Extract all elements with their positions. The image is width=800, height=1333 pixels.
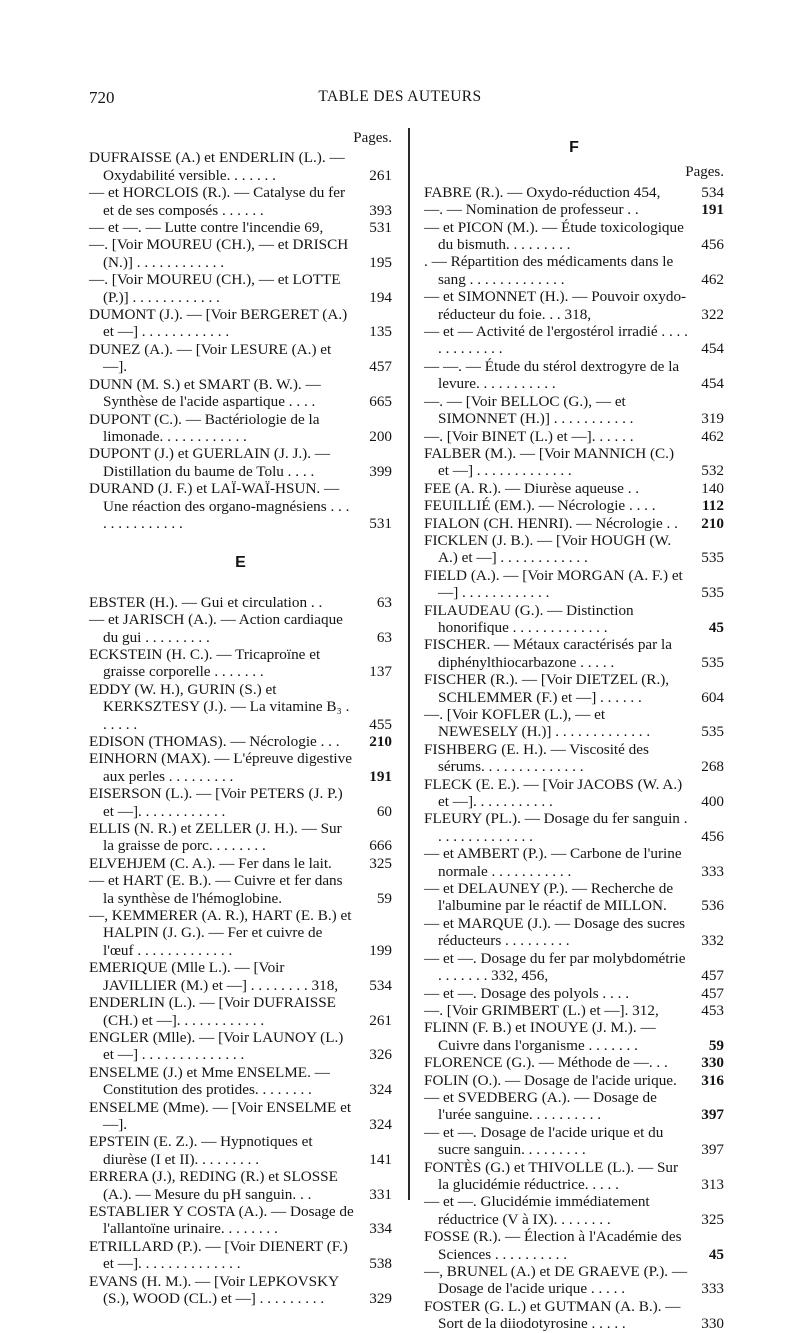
pages-label: Pages. <box>685 164 724 181</box>
entry-text: ENSELME (Mme). — [Voir ENSELME et —]. <box>89 1098 352 1133</box>
entry-page: 59 <box>376 889 392 907</box>
entry-text: ELVEHJEM (C. A.). — Fer dans le lait. <box>89 854 332 872</box>
index-entry <box>89 1133 392 1168</box>
entry-text: —. — Nomination de professeur . . <box>424 201 639 219</box>
entry-page: 534 <box>701 183 724 201</box>
entry-text: DURAND (J. F.) et LAÏ-WAÏ-HSUN. — Une réaction des organo-magnésiens . . . . . . . . . . . . . . <box>89 480 350 532</box>
entry-page: 666 <box>369 837 392 855</box>
entry-page: 195 <box>369 253 392 271</box>
index-entry <box>424 253 724 288</box>
entry-text: FLORENCE (G.). — Méthode de —. . . <box>424 1054 668 1072</box>
entry-text: —, BRUNEL (A.) et DE GRAEVE (P.). — Dosage de l'acide urique . . . . . <box>424 1263 688 1298</box>
index-entry <box>424 776 724 811</box>
index-entry <box>424 1019 724 1054</box>
section-heading-e: E <box>235 554 246 572</box>
index-entry <box>89 236 392 271</box>
entry-page: 210 <box>701 514 724 532</box>
entry-page: 137 <box>369 663 392 681</box>
entry-page: 210 <box>369 733 392 750</box>
entry-text: FOSTER (G. L.) et GUTMAN (A. B.). — Sort de la diiodotyrosine . . . . . <box>424 1297 681 1333</box>
index-entry <box>424 497 724 514</box>
entry-text: EBSTER (H.). — Gui et circulation . . <box>89 593 323 611</box>
entry-text: ELLIS (N. R.) et ZELLER (J. H.). — Sur la graisse de porc. . . . . . . . <box>89 820 342 855</box>
index-entry <box>89 1168 392 1203</box>
index-entry <box>89 1029 392 1064</box>
index-entry <box>424 1298 724 1333</box>
entry-page: 393 <box>369 201 392 219</box>
entry-text: — et SIMONNET (H.). — Pouvoir oxydo-réducteur du foie. . . 318, <box>424 288 687 323</box>
entry-text: FEUILLIÉ (EM.). — Nécrologie . . . . <box>424 497 656 515</box>
entry-page: 332 <box>701 932 724 950</box>
entry-text: FOSSE (R.). — Élection à l'Académie des Sciences . . . . . . . . . . <box>424 1228 682 1263</box>
entry-page: 330 <box>701 1054 724 1072</box>
entry-text: —. — [Voir BELLOC (G.), — et SIMONNET (H.)] . . . . . . . . . . . <box>424 392 634 428</box>
index-entry <box>89 149 392 184</box>
index-entry <box>89 959 392 994</box>
index-entry <box>89 1203 392 1238</box>
index-entry <box>89 184 392 219</box>
entry-text: FLECK (E. E.). — [Voir JACOBS (W. A.) et —]. . . . . . . . . . . <box>424 775 683 811</box>
entry-page: 532 <box>701 462 724 480</box>
entry-page: 462 <box>701 270 724 288</box>
entry-text: DUNN (M. S.) et SMART (B. W.). — Synthèse de l'acide aspartique . . . . <box>89 375 321 411</box>
index-entry <box>424 1159 724 1194</box>
right-column <box>424 135 724 1333</box>
index-entry <box>424 950 724 985</box>
entry-text: ENDERLIN (L.). — [Voir DUFRAISSE (CH.) et —]. . . . . . . . . . . . <box>89 994 336 1029</box>
entry-text: DUPONT (J.) et GUERLAIN (J. J.). — Distillation du baume de Tolu . . . . <box>89 445 331 480</box>
index-entry <box>424 480 724 497</box>
entry-page: 334 <box>369 1220 392 1238</box>
entry-text: FISCHER (R.). — [Voir DIETZEL (R.), SCHLEMMER (F.) et —] . . . . . . <box>424 671 670 706</box>
index-entry <box>89 1099 392 1134</box>
entry-text: DUMONT (J.). — [Voir BERGERET (A.) et —] . . . . . . . . . . . . <box>89 306 348 341</box>
index-entry <box>424 219 724 254</box>
index-entry <box>89 611 392 646</box>
entry-page: 535 <box>701 723 724 741</box>
entry-text: — et MARQUE (J.). — Dosage des sucres réducteurs . . . . . . . . . <box>424 914 686 950</box>
index-entry <box>424 1228 724 1263</box>
entry-text: EINHORN (MAX). — L'épreuve digestive aux perles . . . . . . . . . <box>89 750 352 785</box>
entry-page: 330 <box>701 1315 724 1333</box>
entry-text: FILAUDEAU (G.). — Distinction honorifique . . . . . . . . . . . . . <box>424 601 634 636</box>
entry-page: 531 <box>369 514 392 532</box>
entry-text: — et HART (E. B.). — Cuivre et fer dans la synthèse de l'hémoglobine. <box>89 872 343 907</box>
index-entry <box>89 271 392 306</box>
entries-e <box>89 594 392 1308</box>
entry-page: 325 <box>701 1210 724 1228</box>
entry-page: 462 <box>701 427 724 445</box>
entry-page: 456 <box>701 236 724 254</box>
entry-page: 261 <box>369 166 392 184</box>
entry-page: 665 <box>369 393 392 411</box>
index-entry <box>424 323 724 358</box>
entry-page: 325 <box>369 854 392 872</box>
index-entry <box>424 184 724 201</box>
entry-page: 535 <box>701 653 724 671</box>
index-entry <box>424 671 724 706</box>
index-entry <box>424 288 724 323</box>
index-entry <box>424 1089 724 1124</box>
entry-text: ESTABLIER Y COSTA (A.). — Dosage de l'allantoïne urinaire. . . . . . . . <box>89 1202 354 1238</box>
entry-page: 191 <box>369 767 392 785</box>
entry-page: 319 <box>701 410 724 428</box>
entries-d <box>89 149 392 532</box>
index-entry <box>424 428 724 445</box>
entry-text: FLINN (F. B.) et INOUYE (J. M.). — Cuivre dans l'organisme . . . . . . . <box>424 1019 656 1054</box>
entry-text: FALBER (M.). — [Voir MANNICH (C.) et —] . . . . . . . . . . . . . <box>424 444 675 480</box>
entry-page: 261 <box>369 1011 392 1029</box>
index-entry <box>89 855 392 872</box>
entry-text: FISCHER. — Métaux caractérisés par la diphénylthiocarbazone . . . . . <box>424 636 672 671</box>
index-entry <box>424 741 724 776</box>
entries-f <box>424 184 724 1333</box>
entry-page: 453 <box>701 1001 724 1019</box>
entry-page: 397 <box>701 1141 724 1159</box>
entry-page: 199 <box>369 941 392 959</box>
entry-page: 313 <box>701 1175 724 1193</box>
entry-text: FIELD (A.). — [Voir MORGAN (A. F.) et —] . . . . . . . . . . . . <box>424 566 683 602</box>
page-number: 720 <box>89 88 115 107</box>
entry-text: FICKLEN (J. B.). — [Voir HOUGH (W. A.) et —] . . . . . . . . . . . . <box>424 531 672 567</box>
entry-text: — et PICON (M.). — Étude toxicologique du bismuth. . . . . . . . . <box>424 218 684 254</box>
entry-text: DUNEZ (A.). — [Voir LESURE (A.) et —]. <box>89 340 332 376</box>
entry-text: EPSTEIN (E. Z.). — Hypnotiques et diurèse (I et II). . . . . . . . . <box>89 1133 313 1168</box>
entry-page: 454 <box>701 340 724 358</box>
entry-text: —. [Voir KOFLER (L.), — et NEWESELY (H.)] . . . . . . . . . . . . . <box>424 706 651 741</box>
entry-text: FOLIN (O.). — Dosage de l'acide urique. <box>424 1071 677 1089</box>
entry-text: — et JARISCH (A.). — Action cardiaque du gui . . . . . . . . . <box>89 611 343 646</box>
index-entry <box>424 845 724 880</box>
entry-page: 457 <box>701 967 724 985</box>
entry-page: 400 <box>701 793 724 811</box>
entry-page: 455 <box>369 715 392 733</box>
index-entry <box>89 1064 392 1099</box>
entry-page: 60 <box>376 802 392 820</box>
entry-text: — et — Activité de l'ergostérol irradié . . . . . . . . . . . . . <box>424 323 688 358</box>
column-divider <box>408 128 410 1200</box>
index-entry <box>89 1238 392 1273</box>
entry-text: FISHBERG (E. H.). — Viscosité des sérums. . . . . . . . . . . . . . <box>424 740 649 776</box>
entry-page: 536 <box>701 897 724 915</box>
index-entry <box>89 341 392 376</box>
entry-text: — et —. Dosage de l'acide urique et du sucre sanguin. . . . . . . . . <box>424 1123 664 1159</box>
entry-page: 333 <box>701 862 724 880</box>
entry-text: . — Répartition des médicaments dans le sang . . . . . . . . . . . . . <box>424 253 674 288</box>
entry-page: 324 <box>369 1115 392 1133</box>
index-entry <box>89 594 392 611</box>
entry-page: 457 <box>369 358 392 376</box>
entry-text: — et HORCLOIS (R.). — Catalyse du fer et de ses composés . . . . . . <box>89 184 346 219</box>
entry-page: 200 <box>369 427 392 445</box>
index-entry <box>424 915 724 950</box>
index-entry <box>89 872 392 907</box>
index-entry <box>424 636 724 671</box>
pages-label: Pages. <box>353 130 392 146</box>
index-entry <box>89 376 392 411</box>
entry-page: 326 <box>369 1046 392 1064</box>
index-entry <box>89 219 392 236</box>
index-entry <box>424 602 724 637</box>
entry-text: — et —. — Lutte contre l'incendie 69, <box>89 219 324 237</box>
index-entry <box>424 880 724 915</box>
entry-text: EDISON (THOMAS). — Nécrologie . . . <box>89 733 340 750</box>
entry-page: 322 <box>701 305 724 323</box>
index-entry <box>424 445 724 480</box>
index-entry <box>424 567 724 602</box>
index-entry <box>424 358 724 393</box>
entry-page: 59 <box>708 1036 724 1054</box>
section-heading-f: F <box>569 139 579 156</box>
index-entry <box>89 1273 392 1308</box>
index-entry <box>424 393 724 428</box>
index-entry <box>89 785 392 820</box>
index-entry <box>89 646 392 681</box>
index-entry <box>89 681 392 733</box>
index-entry <box>424 1193 724 1228</box>
index-entry <box>89 820 392 855</box>
entry-page: 316 <box>701 1071 724 1089</box>
entry-text: ENGLER (Mlle). — [Voir LAUNOY (L.) et —] . . . . . . . . . . . . . . <box>89 1028 344 1064</box>
entry-text: ECKSTEIN (H. C.). — Tricaproïne et graisse corporelle . . . . . . . <box>89 645 321 681</box>
index-entry <box>424 985 724 1002</box>
entry-text: ETRILLARD (P.). — [Voir DIENERT (F.) et —]. . . . . . . . . . . . . . <box>89 1237 348 1273</box>
entry-text: FONTÈS (G.) et THIVOLLE (L.). — Sur la glucidémie réductrice. . . . . <box>424 1158 679 1193</box>
entry-text: — et —. Dosage des polyols . . . . <box>424 984 630 1002</box>
entry-page: 331 <box>369 1185 392 1203</box>
entry-page: 112 <box>702 497 724 515</box>
entry-page: 45 <box>708 618 724 636</box>
index-entry <box>89 750 392 785</box>
index-entry <box>424 1072 724 1089</box>
index-entry <box>89 306 392 341</box>
entry-text: FIALON (CH. HENRI). — Nécrologie . . <box>424 514 678 532</box>
entry-page: 194 <box>369 288 392 306</box>
left-column <box>89 130 392 1307</box>
entry-page: 135 <box>369 323 392 341</box>
entry-text: EISERSON (L.). — [Voir PETERS (J. P.) et —]. . . . . . . . . . . . <box>89 785 343 820</box>
running-title: TABLE DES AUTEURS <box>318 88 482 105</box>
entry-text: DUFRAISSE (A.) et ENDERLIN (L.). — Oxydabilité versible. . . . . . . <box>89 149 345 184</box>
index-entry <box>89 733 392 750</box>
entry-text: ENSELME (J.) et Mme ENSELME. — Constitution des protides. . . . . . . . <box>89 1063 330 1099</box>
entry-page: 534 <box>369 976 392 994</box>
entry-text: — et SVEDBERG (A.). — Dosage de l'urée sanguine. . . . . . . . . . <box>424 1088 657 1124</box>
entry-text: EMERIQUE (Mlle L.). — [Voir JAVILLIER (M.) et —] . . . . . . . . 318, <box>89 959 339 994</box>
entry-text: —, KEMMERER (A. R.), HART (E. B.) et HALPIN (J. G.). — Fer et cuivre de l'œuf . . . . . . . . . . . . . <box>89 907 352 959</box>
index-entry <box>424 1263 724 1298</box>
index-entry <box>424 1002 724 1019</box>
index-entry <box>424 1054 724 1071</box>
index-entry <box>89 907 392 959</box>
entry-page: 324 <box>369 1081 392 1099</box>
entry-page: 538 <box>369 1255 392 1273</box>
index-entry <box>89 445 392 480</box>
entry-page: 140 <box>701 479 724 497</box>
entry-page: 141 <box>369 1150 392 1168</box>
entry-text: —. [Voir GRIMBERT (L.) et —]. 312, <box>424 1001 659 1019</box>
entry-page: 268 <box>701 758 724 776</box>
entry-page: 456 <box>701 827 724 845</box>
entry-text: — et —. Glucidémie immédiatement réductrice (V à IX). . . . . . . . <box>424 1193 650 1228</box>
entry-text: — —. — Étude du stérol dextrogyre de la levure. . . . . . . . . . . <box>424 357 680 393</box>
entry-page: 333 <box>701 1280 724 1298</box>
entry-text: —. [Voir MOUREU (CH.), — et DRISCH (N.)] . . . . . . . . . . . . <box>89 236 349 271</box>
index-entry <box>89 994 392 1029</box>
entry-text: — et DELAUNEY (P.). — Recherche de l'albumine par le réactif de MILLON. <box>424 880 674 915</box>
index-entry <box>424 532 724 567</box>
index-entry <box>424 706 724 741</box>
entry-page: 63 <box>376 628 392 646</box>
entry-page: 604 <box>701 688 724 706</box>
entry-text: —. [Voir BINET (L.) et —]. . . . . . <box>424 427 634 445</box>
entry-page: 399 <box>369 462 392 480</box>
entry-text: EDDY (W. H.), GURIN (S.) et KERKSZTESY (J.). — La vitamine B₃ . . . . . . <box>89 680 350 733</box>
index-entry <box>424 810 724 845</box>
entry-page: 535 <box>701 584 724 602</box>
entry-page: 191 <box>701 201 724 219</box>
index-entry <box>424 515 724 532</box>
entry-text: EVANS (H. M.). — [Voir LEPKOVSKY (S.), WOOD (CL.) et —] . . . . . . . . . <box>89 1272 339 1307</box>
index-entry <box>424 201 724 218</box>
entry-page: 457 <box>701 984 724 1002</box>
entry-text: FLEURY (PL.). — Dosage du fer sanguin . . . . . . . . . . . . . . <box>424 810 688 845</box>
entry-text: —. [Voir MOUREU (CH.), — et LOTTE (P.)] . . . . . . . . . . . . <box>89 271 341 306</box>
entry-page: 397 <box>701 1106 724 1124</box>
entry-text: — et AMBERT (P.). — Carbone de l'urine normale . . . . . . . . . . . <box>424 845 682 880</box>
entry-page: 454 <box>701 375 724 393</box>
entry-page: 63 <box>376 593 392 611</box>
entry-page: 329 <box>369 1290 392 1307</box>
entry-page: 535 <box>701 549 724 567</box>
entry-text: DUPONT (C.). — Bactériologie de la limonade. . . . . . . . . . . . <box>89 410 320 445</box>
index-entry <box>424 1124 724 1159</box>
entry-page: 45 <box>708 1245 724 1263</box>
entry-text: FABRE (R.). — Oxydo-réduction 454, <box>424 183 661 201</box>
entry-text: ERRERA (J.), REDING (R.) et SLOSSE (A.). — Mesure du pH sanguin. . . <box>89 1168 338 1203</box>
entry-text: — et —. Dosage du fer par molybdométrie . . . . . . . 332, 456, <box>424 949 686 985</box>
entry-text: FEE (A. R.). — Diurèse aqueuse . . <box>424 479 640 497</box>
index-entry <box>89 480 392 532</box>
index-entry <box>89 411 392 446</box>
entry-page: 531 <box>369 219 392 237</box>
